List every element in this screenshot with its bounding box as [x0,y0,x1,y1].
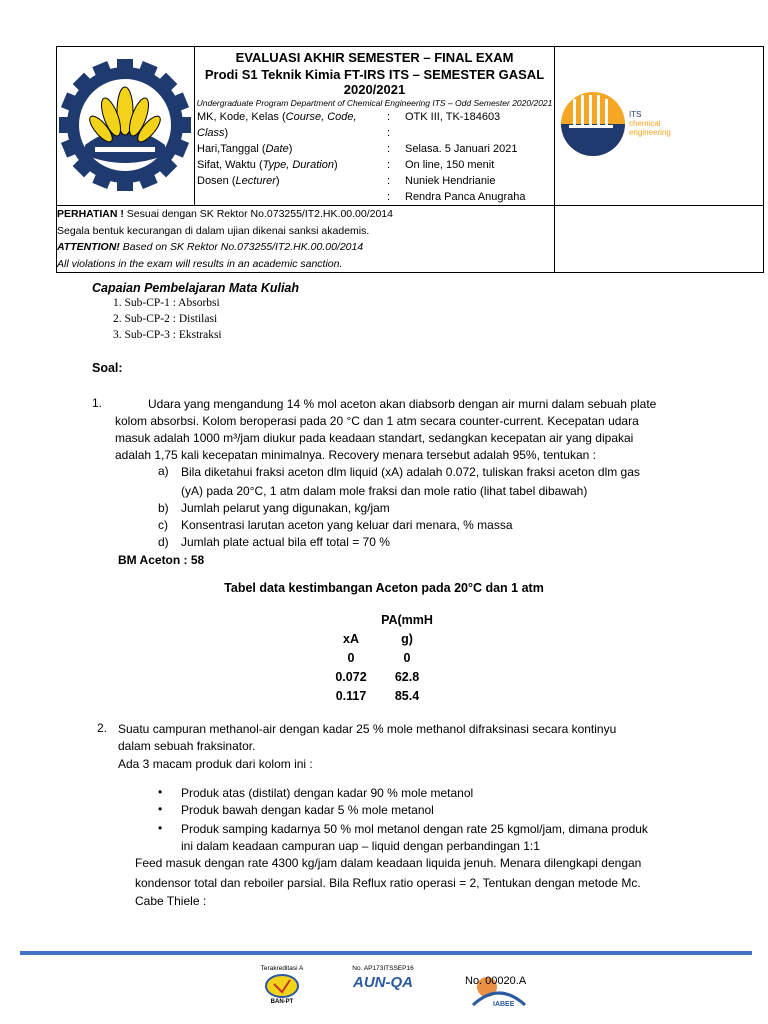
ban-pt-top-text: Terakreditasi A [260,965,304,972]
exam-info-value [405,125,554,141]
notice-cell [57,206,555,273]
aun-qa-text: AUN-QA [353,974,413,991]
eq-cell: 0 [403,650,411,665]
eq-cell: 62.8 [394,669,420,684]
q1-a-label: a) [158,464,169,478]
eq-col2-header-cont: g) [401,631,413,646]
notice-line2: Segala bentuk kecurangan di dalam ujian dikenai sanksi akademis. [57,224,370,237]
iabee-logo [463,971,535,1011]
q2-bullet-cont: ini dalam keadaan campuran uap – liquid dengan perbandingan 1:1 [181,839,540,853]
q2-number: 2. [97,721,108,735]
exam-info-rows [195,109,554,205]
exam-info-label: Class) [197,127,229,139]
q1-c-text: Konsentrasi larutan aceton yang keluar dari menara, % massa [181,518,513,532]
exam-info-colon: : [387,111,391,123]
table-row [328,686,440,705]
exam-info-colon: : [387,143,391,155]
logo-text-its: ITS [629,110,642,119]
eq-col1-header: xA [343,631,359,646]
exam-info-value: Selasa. 5 Januari 2021 [405,143,518,155]
q1-c-label: c) [158,518,168,532]
cp-title: Capaian Pembelajaran Mata Kuliah [92,281,300,295]
aun-qa-logo [348,965,418,1011]
eq-table-title: Tabel data kestimbangan Aceton pada 20°C dan 1 atm [224,581,544,595]
q1-line: masuk adalah 1000 m³/jam diukur pada keadaan standart, sedangkan kecepatan air yang dipakai [115,431,634,445]
q2-feed-line: Feed masuk dengan rate 4300 kg/jam dalam keadaan liquida jenuh. Menara dilengkapi dengan [135,856,642,870]
notice-heading: PERHATIAN ! [57,208,124,220]
exam-info-colon: : [387,175,391,187]
ban-pt-bottom-text: BAN-PT [270,999,294,1005]
empty-notice-cell [555,206,764,273]
attention-line2: All violations in the exam will results in an academic sanction. [57,257,343,270]
exam-info-value: Rendra Panca Anugraha [405,191,526,203]
exam-info-label: MK, Kode, Kelas (Course, Code, [197,111,357,123]
aun-qa-top-text: No. AP173ITSSEP16 [352,965,414,972]
eq-table [328,610,440,705]
q2-bullet: Produk bawah dengan kadar 5 % mole metanol [181,803,434,817]
exam-info-row [195,109,554,125]
q2-line3: Ada 3 macam produk dari kolom ini : [118,757,313,771]
bullet-icon: • [158,785,163,799]
ban-pt-logo [252,965,312,1011]
exam-info-row [195,141,554,157]
logo-text-chemical: chemical [629,119,661,128]
q1-d-text: Jumlah plate actual bila eff total = 70 % [181,535,390,549]
exam-title: EVALUASI AKHIR SEMESTER – FINAL EXAM [235,50,514,65]
exam-info-value: OTK III, TK-184603 [405,111,501,123]
bullet-icon: • [158,802,163,816]
q2-bullet: Produk samping kadarnya 50 % mol metanol dengan rate 25 kgmol/jam, dimana produk [181,822,648,836]
cp-item: 3. Sub-CP-3 : Ekstraksi [113,329,222,341]
q2-line1: Suatu campuran methanol-air dengan kadar 25 % mole methanol difraksinasi secara kontinyu [118,722,617,736]
eq-cell: 0.117 [335,688,367,703]
exam-info-label: Hari,Tanggal (Date) [197,143,293,155]
q1-a-line1: Bila diketahui fraksi aceton dlm liquid (xA) adalah 0.072, tuliskan fraksi aceton dlm gas [181,465,640,479]
table-row [328,667,440,686]
attention-line1: Based on SK Rektor No.073255/IT2.HK.00.00/2014 [119,241,364,253]
exam-info-label [197,189,387,205]
exam-header-table [56,46,764,273]
table-row [328,648,440,667]
eq-col2-header: PA(mmH [381,612,433,627]
soal-label: Soal: [92,361,123,375]
q1-number: 1. [92,396,103,410]
exam-info-colon: : [387,127,391,139]
q2-line2: dalam sebuah fraksinator. [118,739,256,753]
exam-info-row [195,157,554,173]
iabee-text: IABEE [493,1001,515,1008]
exam-info-cell [195,47,555,206]
q1-line: Udara yang mengandung 14 % mol aceton akan diabsorb dengan air murni dalam sebuah plate [148,397,657,411]
exam-info-row [195,189,554,205]
cp-item: 1. Sub-CP-1 : Absorbsi [113,297,220,309]
iabee-number-text: No. 00020.A [465,975,527,987]
exam-info-value: Nuniek Hendrianie [405,175,496,187]
exam-info-row [195,125,554,141]
exam-info-colon: : [387,191,391,203]
its-chemical-engineering-logo-icon [555,47,763,200]
q1-a-line2: (yA) pada 20°C, 1 atm dalam mole fraksi dan mole ratio (lihat tabel dibawah) [181,484,588,498]
logo-text-engineering: engineering [629,128,671,137]
exam-info-label: Dosen (Lecturer) [197,175,280,187]
q2-bullet: Produk atas (distilat) dengan kadar 90 % mole metanol [181,786,474,800]
program-subtitle: Undergraduate Program Department of Chemical Engineering ITS – Odd Semester 2020/2021 [196,98,553,108]
bm-aceton: BM Aceton : 58 [118,553,205,567]
q1-d-label: d) [158,535,169,549]
cp-item: 2. Sub-CP-2 : Distilasi [113,313,218,325]
program-title: Prodi S1 Teknik Kimia FT-IRS ITS – SEMESTER GASAL 2020/2021 [204,67,545,97]
q2-feed-line: Cabe Thiele : [135,894,207,908]
eq-cell: 0.072 [335,669,367,684]
its-chemeng-logo-cell [555,47,764,206]
q1-line: kolom absorbsi. Kolom beroperasi pada 20 °C dan 1 atm secara counter-current. Kecepatan udara [115,414,639,428]
attention-heading: ATTENTION! [57,241,120,253]
q1-b-label: b) [158,501,169,515]
footer-divider [20,951,752,955]
q2-feed-line: kondensor total dan reboiler parsial. Bila Reflux ratio operasi = 2, Tentukan dengan metode Mc. [135,876,641,890]
exam-info-colon: : [387,159,391,171]
exam-info-value: On line, 150 menit [405,159,495,171]
notice-line1: Sesuai dengan SK Rektor No.073255/IT2.HK.00.00/2014 [123,208,393,220]
exam-info-row [195,173,554,189]
its-emblem-icon [57,47,194,200]
q1-line: adalah 1,75 kali kecepatan minimalnya. Recovery menara tersebut adalah 95%, tentukan : [115,448,596,462]
eq-cell: 85.4 [394,688,420,703]
bullet-icon: • [158,821,163,835]
exam-info-label: Sifat, Waktu (Type, Duration) [197,159,338,171]
q1-b-text: Jumlah pelarut yang digunakan, kg/jam [181,501,390,515]
eq-cell: 0 [347,650,355,665]
ban-pt-emblem-icon [252,972,312,1002]
its-emblem-cell [57,47,195,206]
